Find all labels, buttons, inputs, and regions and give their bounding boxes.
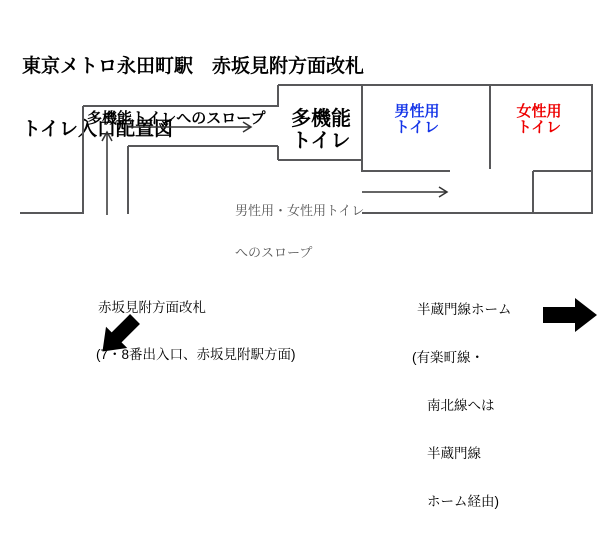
gate-destination-label	[96, 269, 296, 393]
title-line-2: トイレ入口配置図	[22, 119, 174, 140]
multi-function-toilet-label	[274, 109, 368, 152]
womens-toilet-label-line-2: トイレ	[516, 118, 562, 136]
platform-destination-label	[412, 270, 512, 542]
platform-destination-line-2: (有楽町線・	[412, 350, 484, 365]
platform-destination-line-1: 半蔵門線ホーム	[417, 302, 512, 317]
arrow-right-icon	[543, 298, 597, 332]
mens-toilet-label-line-1: 男性用	[394, 103, 440, 120]
multi-ramp-label: 多機能トイレへのスロープ	[87, 110, 266, 127]
gate-destination-line-1: 赤坂見附方面改札	[98, 300, 206, 315]
womens-toilet-label	[508, 104, 570, 135]
platform-destination-line-3: 南北線へは	[427, 398, 495, 413]
multi-function-toilet-label-line-1: 多機能	[291, 108, 351, 130]
mens-womens-ramp-label-line-2: へのスロープ	[235, 245, 313, 260]
platform-destination-line-5: ホーム経由)	[427, 494, 499, 509]
gate-destination-line-2: (7・8番出入口、赤坂見附駅方面)	[96, 346, 296, 362]
corridor-up-arrow-icon	[102, 132, 112, 215]
title-line-1: 東京メトロ永田町駅 赤坂見附方面改札	[22, 56, 365, 77]
platform-destination-line-4: 半蔵門線	[427, 446, 481, 461]
mens-womens-ramp-label-line-1: 男性用・女性用トイレ	[235, 203, 365, 218]
mens-toilet-label-line-2: トイレ	[394, 118, 440, 136]
multi-function-toilet-label-line-2: トイレ	[291, 129, 351, 152]
womens-toilet-label-line-1: 女性用	[516, 103, 562, 120]
mens-womens-ramp-arrow-icon	[362, 187, 447, 197]
mens-toilet-label	[386, 104, 448, 135]
